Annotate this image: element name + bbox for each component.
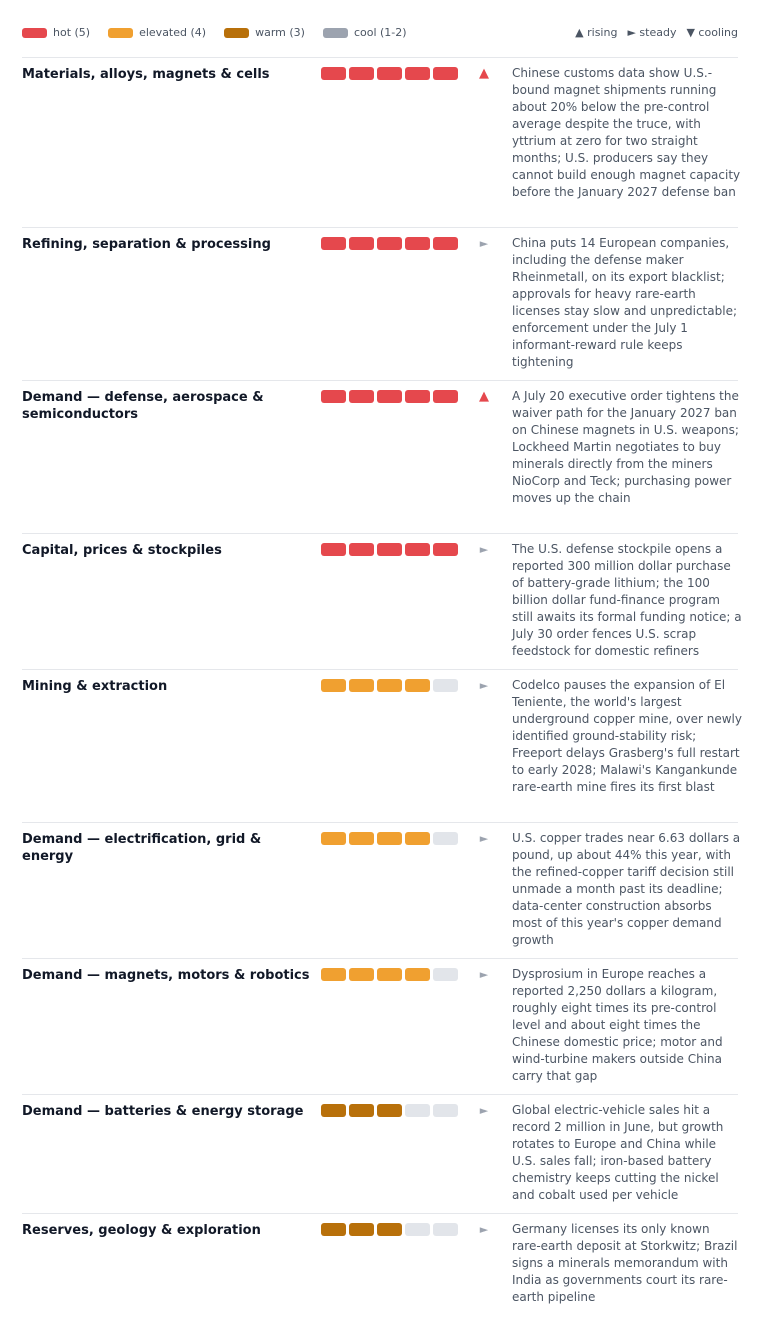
level-segment [321, 543, 346, 556]
level-segment [405, 1104, 430, 1117]
table-row [22, 228, 738, 381]
level-segment [405, 67, 430, 80]
level-segment [349, 390, 374, 403]
legend-label: hot (5) [53, 26, 91, 39]
table-row [22, 1214, 738, 1332]
level-segment [321, 1223, 346, 1236]
level-segment [377, 67, 402, 80]
row-note: A July 20 executive order tightens the waiver path for the January 2027 ban on Chinese magnets in U.S. weapons; Lockheed Martin negotiates to buy minerals directly from the miners NioCorp and Teck; purchasing power moves up the chain [512, 389, 739, 505]
row-note: U.S. copper trades near 6.63 dollars a pound, up about 44% this year, with the refined-copper tariff decision still unmade a month past its deadline; data-center construction absorbs most of this year's copper demand growth [512, 831, 741, 947]
legend-trend [686, 26, 738, 39]
level-segment [377, 1104, 402, 1117]
level-segment [321, 67, 346, 80]
level-segment [377, 237, 402, 250]
level-segment [405, 543, 430, 556]
level-segment [349, 1104, 374, 1117]
steady-icon: ► [479, 1104, 489, 1117]
level-segment [349, 1223, 374, 1236]
legend-item [224, 26, 305, 39]
legend-trend [627, 26, 676, 39]
row-name: Refining, separation & processing [22, 237, 271, 252]
level-segment [405, 968, 430, 981]
level-segment [377, 968, 402, 981]
level-segment [405, 390, 430, 403]
legend-trend [575, 26, 617, 39]
level-bar [321, 679, 461, 692]
legend-label: elevated (4) [139, 26, 207, 39]
level-bar [321, 968, 461, 981]
level-bar [321, 390, 461, 403]
level-bar [321, 67, 461, 80]
row-name: Demand — defense, aerospace & semiconductors [22, 390, 264, 422]
row-name: Reserves, geology & exploration [22, 1223, 261, 1238]
row-note: Chinese customs data show U.S.-bound magnet shipments running about 20% below the pre-control average despite the truce, with yttrium at zero for two straight months; U.S. producers say they cannot build enough magnet capacity before the January 2027 defense ban [512, 66, 741, 199]
rising-icon: ▲ [479, 66, 489, 81]
level-segment [349, 679, 374, 692]
level-segment [321, 832, 346, 845]
level-segment [321, 1104, 346, 1117]
steady-icon: ► [479, 1223, 489, 1236]
row-note: Global electric-vehicle sales hit a record 2 million in June, but growth rotates to Europe and China while U.S. sales fall; iron-based battery chemistry keeps cutting the nickel and cobalt used per vehicle [512, 1103, 724, 1202]
level-segment [405, 237, 430, 250]
level-bar [321, 543, 461, 556]
level-segment [433, 237, 458, 250]
level-segment [405, 679, 430, 692]
level-bar [321, 237, 461, 250]
legend-trend-label: cooling [698, 26, 738, 39]
level-segment [349, 832, 374, 845]
row-name: Capital, prices & stockpiles [22, 543, 222, 558]
level-segment [433, 679, 458, 692]
level-segment [321, 679, 346, 692]
table-row [22, 381, 738, 534]
level-segment [433, 1223, 458, 1236]
legend-item [323, 26, 407, 39]
level-segment [321, 968, 346, 981]
legend-swatch [224, 28, 249, 38]
legend-trend-label: rising [587, 26, 618, 39]
steady-icon: ► [479, 968, 489, 981]
row-name: Materials, alloys, magnets & cells [22, 67, 270, 82]
row-name: Demand — electrification, grid & energy [22, 832, 262, 864]
legend-item [108, 26, 206, 39]
legend-trends [565, 26, 738, 39]
table-row [22, 1095, 738, 1214]
level-segment [349, 67, 374, 80]
rising-icon: ▲ [575, 26, 584, 39]
row-note: Codelco pauses the expansion of El Teniente, the world's largest underground copper mine, over newly identified ground-stability risk; Freeport delays Grasberg's full restart to early 2028; Malawi's Kangankunde rare-earth mine fires its first blast [512, 678, 742, 794]
level-segment [433, 832, 458, 845]
level-segment [433, 390, 458, 403]
table-row [22, 670, 742, 823]
level-segment [321, 237, 346, 250]
legend-label: warm (3) [255, 26, 305, 39]
steady-icon: ► [479, 237, 489, 250]
legend-swatch [323, 28, 348, 38]
legend-swatch [22, 28, 47, 38]
level-segment [405, 1223, 430, 1236]
level-segment [377, 1223, 402, 1236]
level-segment [349, 968, 374, 981]
row-name: Demand — batteries & energy storage [22, 1104, 304, 1119]
row-name: Demand — magnets, motors & robotics [22, 968, 310, 983]
level-segment [349, 237, 374, 250]
level-segment [433, 968, 458, 981]
row-note: The U.S. defense stockpile opens a reported 300 million dollar purchase of battery-grade lithium; the 100 billion dollar fund-finance program still awaits its formal funding notice; a July 30 order fences U.S. scrap feedstock for domestic refiners [512, 542, 742, 658]
level-segment [349, 543, 374, 556]
row-name: Mining & extraction [22, 679, 168, 694]
level-segment [377, 832, 402, 845]
steady-icon: ► [479, 679, 489, 692]
level-segment [433, 67, 458, 80]
level-segment [433, 543, 458, 556]
legend-swatch [108, 28, 133, 38]
level-segment [377, 390, 402, 403]
table-row [22, 58, 741, 228]
level-segment [433, 1104, 458, 1117]
level-segment [321, 390, 346, 403]
table-row [22, 534, 742, 670]
level-segment [377, 679, 402, 692]
cooling-icon: ▼ [686, 26, 695, 39]
level-segment [405, 832, 430, 845]
legend-trend-label: steady [639, 26, 677, 39]
table-row [22, 823, 741, 959]
row-note: Dysprosium in Europe reaches a reported 2,250 dollars a kilogram, roughly eight times its pre-control level and about eight times the Chinese domestic price; motor and wind-turbine makers outside China carry that gap [512, 967, 723, 1083]
legend-item [22, 26, 90, 39]
level-bar [321, 1223, 461, 1236]
table-row [22, 959, 738, 1095]
legend [22, 0, 738, 58]
steady-icon: ► [479, 832, 489, 845]
level-segment [377, 543, 402, 556]
segment-rows [22, 58, 742, 1332]
legend-levels [22, 26, 425, 39]
rising-icon: ▲ [479, 389, 489, 404]
level-bar [321, 832, 461, 845]
row-note: Germany licenses its only known rare-earth deposit at Storkwitz; Brazil signs a minerals memorandum with India as governments court its rare-earth pipeline [512, 1222, 738, 1304]
steady-icon: ► [479, 543, 489, 556]
level-bar [321, 1104, 461, 1117]
row-note: China puts 14 European companies, including the defense maker Rheinmetall, on its export blacklist; approvals for heavy rare-earth licenses stay slow and unpredictable; enforcement under the July 1 informant-reward rule keeps tightening [512, 236, 737, 369]
steady-icon: ► [627, 26, 636, 39]
legend-label: cool (1-2) [353, 26, 407, 39]
